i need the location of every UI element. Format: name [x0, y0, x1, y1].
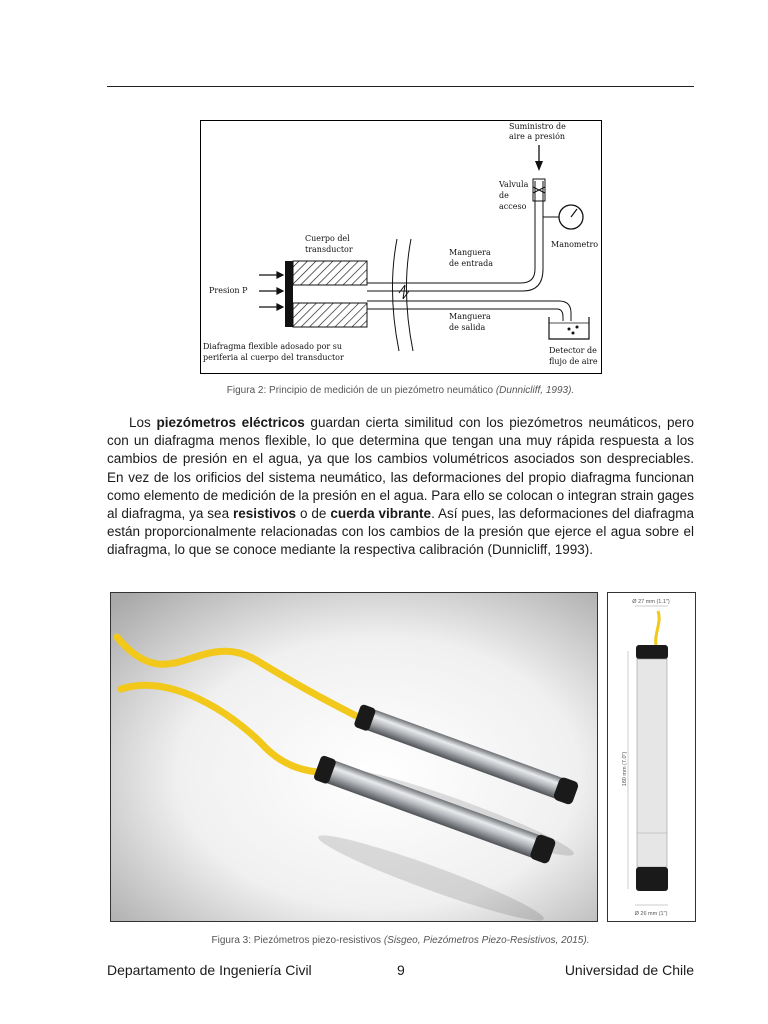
- label-detector-2: flujo de aire: [549, 357, 598, 366]
- transducer-body-lower: [293, 303, 367, 327]
- label-diaphragm-1: Diafragma flexible adosado por su: [203, 342, 343, 351]
- dim-side-label: 180 mm (7.0"): [622, 751, 628, 787]
- label-diaphragm-2: periferia al cuerpo del transductor: [203, 353, 344, 362]
- label-supply-2: aire a presión: [509, 132, 566, 141]
- figure-3-caption-ref: (Sisgeo, Piezómetros Piezo-Resistivos, 2015).: [383, 935, 590, 946]
- para-bold-resistive: resistivos: [233, 506, 297, 522]
- piezometers-photo: [110, 592, 598, 922]
- label-pressure: Presion P: [209, 286, 248, 295]
- figure-3-caption-text: Figura 3: Piezómetros piezo-resistivos: [211, 935, 384, 946]
- label-inlet-1: Manguera: [449, 248, 491, 257]
- label-inlet-2: de entrada: [449, 259, 493, 268]
- body-paragraph: [107, 414, 694, 560]
- dim-body: [637, 659, 667, 867]
- pneumatic-piezometer-diagram: [200, 120, 602, 374]
- footer-department: Departamento de Ingeniería Civil: [107, 962, 312, 978]
- label-valve-1: Valvula: [499, 180, 529, 189]
- label-supply-1: Suministro de: [509, 122, 566, 131]
- break-marks: [392, 239, 413, 351]
- para-text-4: . Así pues, las deformaciones del diafragma están proporcionalmente relacionadas con los cambios de la presión que ejerce el agua sobre el diafragma, lo que se conoce mediante la respectiva calibración (Dunnicliff, 1993).: [107, 506, 694, 558]
- figure-3-caption: [107, 935, 694, 946]
- para-text-1: Los: [129, 415, 157, 430]
- figure-2-caption-ref: (Dunnicliff, 1993).: [495, 385, 575, 396]
- label-outlet-1: Manguera: [449, 312, 491, 321]
- dim-top-cap: [636, 645, 668, 659]
- transducer-body: [293, 261, 367, 285]
- label-outlet-2: de salida: [449, 323, 486, 332]
- dim-top-label: Ø 27 mm (1.1"): [632, 599, 670, 605]
- para-bold-vibrating-wire: cuerda vibrante: [330, 506, 432, 522]
- para-text-2: guardan cierta similitud con los piezómetros neumáticos, pero con un diafragma menos flexible, lo que determina que tengan una muy rápida respuesta a los cambios de presión en el agua, ya que los cambios volumétricos asociados son despreciables. En vez de los orificios del sistema neumático, las deformaciones del propio diafragma funcionan como elemento de medición de la presión en el agua. Para ello se colocan o integran strain gages al diafragma, ya sea: [107, 415, 694, 522]
- diaphragm: [285, 261, 293, 327]
- figure-2-caption: [107, 385, 694, 396]
- label-valve-2: de: [499, 191, 509, 200]
- label-detector-1: Detector de: [549, 346, 597, 355]
- footer-page-number: 9: [397, 962, 405, 978]
- label-body-2: transductor: [305, 245, 353, 254]
- dim-bottom-cap: [636, 867, 668, 891]
- pressure-arrows: [259, 272, 283, 310]
- footer-university: Universidad de Chile: [564, 962, 694, 978]
- para-text-3: o de: [296, 506, 331, 522]
- label-manometer: Manometro: [551, 240, 599, 249]
- dim-bottom-label: Ø 26 mm (1"): [634, 911, 668, 917]
- header-rule: [107, 86, 694, 87]
- para-bold-electric: piezómetros eléctricos: [156, 415, 305, 430]
- dim-cable: [656, 611, 659, 645]
- figure-2-caption-text: Figura 2: Principio de medición de un piezómetro neumático: [226, 385, 496, 396]
- label-valve-3: acceso: [499, 202, 527, 211]
- label-body-1: Cuerpo del: [305, 234, 350, 243]
- dimension-drawing: [607, 592, 696, 922]
